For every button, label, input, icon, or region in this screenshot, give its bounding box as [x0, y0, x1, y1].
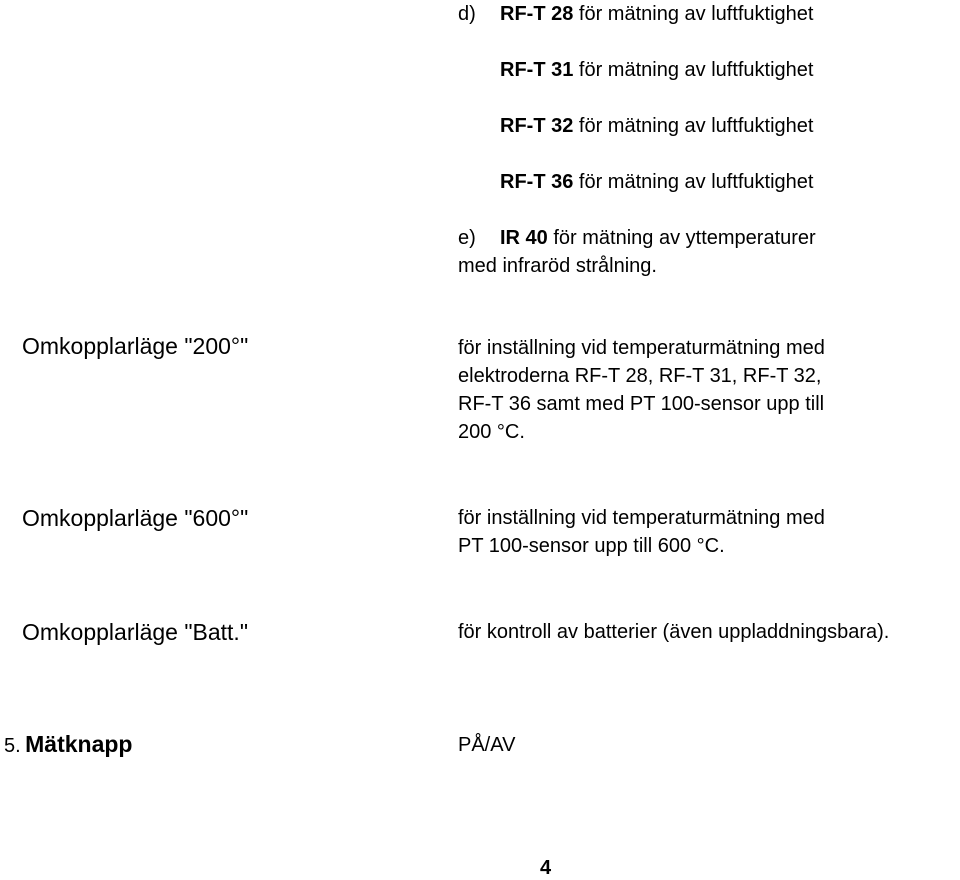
model-name: IR 40: [500, 227, 548, 249]
list-item-e: [458, 226, 816, 250]
list-item-rf-t-36: [500, 170, 813, 194]
model-name: RF-T 36: [500, 171, 574, 193]
description-line: PT 100-sensor upp till 600 °C.: [458, 535, 725, 557]
mode-description-batt: [458, 620, 889, 648]
list-item-rf-t-32: [500, 114, 813, 138]
model-name: RF-T 28: [500, 3, 574, 25]
mode-description-600: [458, 506, 825, 562]
item-text: för mätning av yttemperaturer: [553, 227, 816, 249]
description-line: för kontroll av batterier (även uppladdningsbara).: [458, 621, 890, 643]
list-letter: d): [458, 3, 476, 25]
description-line: elektroderna RF-T 28, RF-T 31, RF-T 32,: [458, 365, 822, 387]
description-line: för inställning vid temperaturmätning med: [458, 337, 825, 359]
section-title: Mätknapp: [25, 731, 133, 757]
description-line: 200 °C.: [458, 421, 525, 443]
mode-label-batt: Omkopplarläge "Batt.": [22, 619, 248, 645]
mode-label-600: Omkopplarläge "600°": [22, 505, 249, 531]
mode-label-200: Omkopplarläge "200°": [22, 333, 249, 359]
item-text: för mätning av luftfuktighet: [578, 59, 814, 81]
section-number: 5.: [4, 735, 21, 757]
section-value: PÅ/AV: [458, 734, 516, 756]
list-item-d: [458, 2, 813, 26]
model-name: RF-T 31: [500, 59, 574, 81]
item-text: för mätning av luftfuktighet: [578, 3, 814, 25]
list-letter: e): [458, 227, 476, 249]
page-number: 4: [540, 857, 552, 879]
item-text: för mätning av luftfuktighet: [578, 115, 814, 137]
item-text: för mätning av luftfuktighet: [578, 171, 814, 193]
section-heading: [4, 730, 132, 758]
description-line: RF-T 36 samt med PT 100-sensor upp till: [458, 393, 825, 415]
model-name: RF-T 32: [500, 115, 574, 137]
description-line: för inställning vid temperaturmätning med: [458, 507, 825, 529]
mode-description-200: [458, 336, 825, 448]
list-item-e-continuation: med infraröd strålning.: [458, 255, 657, 277]
list-item-rf-t-31: [500, 58, 813, 82]
